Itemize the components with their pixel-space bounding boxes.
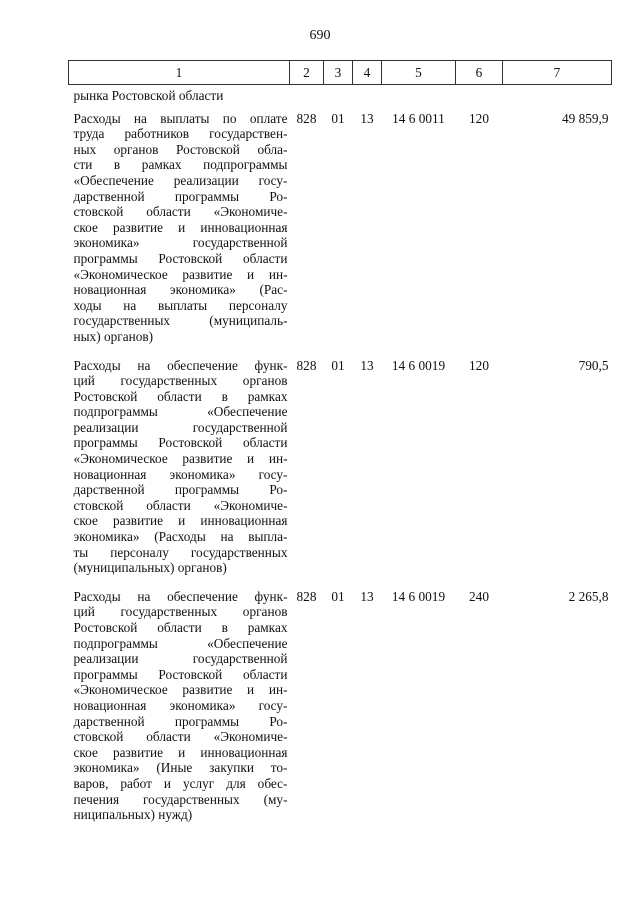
page-number: 690 bbox=[309, 28, 331, 43]
description-line: печения государственных (му- bbox=[73, 791, 288, 807]
description-line: ниципальных) нужд) bbox=[73, 807, 193, 823]
ministry-code: 828 bbox=[296, 588, 317, 604]
description-line: программы Ростовской области bbox=[73, 435, 288, 451]
description-line: Ростовской области в рамках bbox=[73, 620, 288, 635]
description-line: Расходы на обеспечение функ- bbox=[73, 588, 288, 604]
description-line: программы Ростовской области bbox=[73, 666, 288, 682]
description-line: варов, работ и услуг для обес- bbox=[73, 775, 288, 791]
description-line: экономика» (Иные закупки то- bbox=[73, 760, 288, 776]
table-row bbox=[69, 355, 612, 586]
description-line: новационная экономика» (Рас- bbox=[73, 282, 288, 298]
header-col-2: 2 bbox=[290, 61, 324, 85]
description-line: «Экономическое развитие и ин- bbox=[73, 682, 288, 698]
table-header-row bbox=[69, 61, 612, 85]
description-line: государственных (муниципаль- bbox=[73, 313, 288, 329]
description-line: ных) органов) bbox=[73, 328, 154, 344]
row-description bbox=[69, 108, 290, 355]
header-col-4: 4 bbox=[353, 61, 382, 85]
description-line: труда работников государствен- bbox=[73, 126, 288, 142]
section-code: 01 bbox=[331, 357, 345, 373]
description-line: ты персоналу государственных bbox=[73, 544, 288, 560]
budget-table bbox=[68, 60, 612, 833]
row-description bbox=[69, 586, 290, 833]
section-code: 01 bbox=[331, 110, 345, 126]
description-line: подпрограммы «Обеспечение bbox=[73, 404, 288, 420]
description-line: подпрограммы «Обеспечение bbox=[73, 635, 288, 651]
expense-type-code: 240 bbox=[469, 588, 489, 604]
subsection-code: 13 bbox=[360, 588, 374, 604]
description-line: реализации государственной bbox=[73, 651, 288, 667]
header-col-6: 6 bbox=[456, 61, 503, 85]
description-line: дарственной программы Ро- bbox=[73, 482, 288, 498]
description-line: «Обеспечение реализации госу- bbox=[73, 172, 288, 188]
description-line: ское развитие и инновационная bbox=[73, 513, 288, 529]
description-line: Ростовской области в рамках bbox=[73, 388, 288, 404]
description-line: «Экономическое развитие и ин- bbox=[73, 266, 288, 282]
ministry-code: 828 bbox=[296, 357, 317, 373]
row-description bbox=[69, 355, 290, 586]
description-line: экономика» (Расходы на выпла- bbox=[73, 529, 288, 545]
description-line: «Экономическое развитие и ин- bbox=[73, 451, 288, 467]
description-line: ций государственных органов bbox=[73, 373, 288, 389]
table-row bbox=[69, 108, 612, 355]
amount-value: 2 265,8 bbox=[568, 588, 609, 604]
description-line: Расходы на выплаты по оплате bbox=[73, 110, 288, 126]
subsection-code: 13 bbox=[360, 110, 374, 126]
description-line: программы Ростовской области bbox=[73, 250, 288, 266]
description-line: стовской области «Экономиче- bbox=[73, 497, 288, 513]
description-line: дарственной программы Ро- bbox=[73, 188, 288, 204]
amount-value: 49 859,9 bbox=[561, 110, 609, 126]
description-line: стовской области «Экономиче- bbox=[73, 729, 288, 745]
header-col-1: 1 bbox=[69, 61, 290, 85]
description-line: дарственной программы Ро- bbox=[73, 713, 288, 729]
subsection-code: 13 bbox=[360, 357, 374, 373]
amount-value: 790,5 bbox=[578, 357, 609, 373]
expense-type-code: 120 bbox=[469, 110, 489, 126]
description-line: реализации государственной bbox=[73, 419, 288, 435]
description-line: стовской области «Экономиче- bbox=[73, 204, 288, 220]
description-line: новационная экономика» госу- bbox=[73, 466, 288, 482]
expense-type-code: 120 bbox=[469, 357, 489, 373]
ministry-code: 828 bbox=[296, 110, 317, 126]
table-row bbox=[69, 586, 612, 833]
description-line: ций государственных органов bbox=[73, 604, 288, 620]
description-line: (муниципальных) органов) bbox=[73, 560, 227, 576]
continuation-row bbox=[69, 85, 612, 108]
continuation-text: рынка Ростовской области bbox=[73, 88, 224, 103]
description-line: экономика» государственной bbox=[73, 235, 288, 251]
header-col-5: 5 bbox=[382, 61, 456, 85]
header-col-3: 3 bbox=[324, 61, 353, 85]
header-col-7: 7 bbox=[503, 61, 612, 85]
target-article-code: 14 6 0011 bbox=[392, 110, 445, 126]
description-line: ское развитие и инновационная bbox=[73, 744, 288, 760]
description-line: Расходы на обеспечение функ- bbox=[73, 357, 288, 373]
description-line: ных органов Ростовской обла- bbox=[73, 141, 288, 157]
description-line: ходы на выплаты персоналу bbox=[73, 297, 288, 313]
description-line: ское развитие и инновационная bbox=[73, 219, 288, 235]
target-article-code: 14 6 0019 bbox=[391, 588, 446, 604]
section-code: 01 bbox=[331, 588, 345, 604]
description-line: новационная экономика» госу- bbox=[73, 697, 288, 713]
description-line: сти в рамках подпрограммы bbox=[73, 157, 288, 173]
target-article-code: 14 6 0019 bbox=[391, 357, 446, 373]
